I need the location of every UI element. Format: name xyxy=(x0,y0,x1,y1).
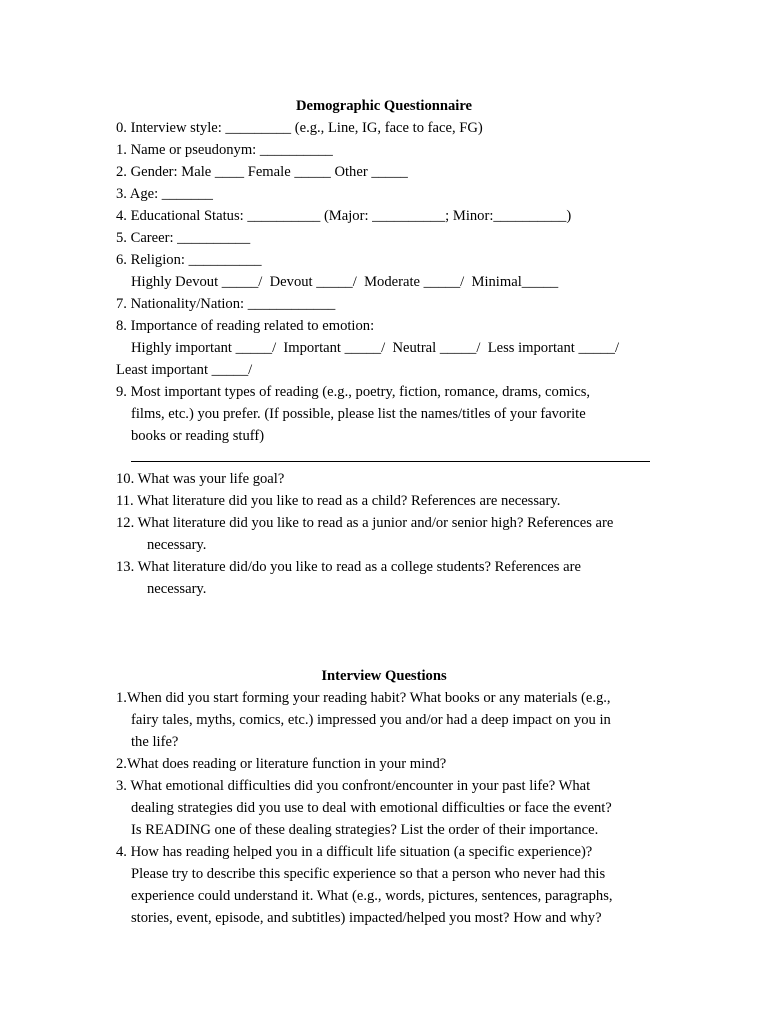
interview-question-1: 1.When did you start forming your reading habit? What books or any materials (e.g., xyxy=(116,690,611,706)
question-college-literature-line-2: necessary. xyxy=(147,581,207,597)
question-name: 1. Name or pseudonym: __________ xyxy=(116,142,333,158)
question-high-school-literature: 12. What literature did you like to read as a junior and/or senior high? References are xyxy=(116,515,614,531)
question-nationality: 7. Nationality/Nation: ____________ xyxy=(116,296,336,312)
question-religion: 6. Religion: __________ xyxy=(116,252,262,268)
question-life-goal: 10. What was your life goal? xyxy=(116,471,285,487)
importance-options-continued: Least important _____/ xyxy=(116,362,253,378)
interview-question-4-line-2: Please try to describe this specific experience so that a person who never had this xyxy=(131,866,606,882)
question-childhood-literature: 11. What literature did you like to read as a child? References are necessary. xyxy=(116,493,561,509)
question-career: 5. Career: __________ xyxy=(116,230,251,246)
interview-question-3-line-3: Is READING one of these dealing strategies? List the order of their importance. xyxy=(131,822,599,838)
interview-question-4: 4. How has reading helped you in a difficult life situation (a specific experience)? xyxy=(116,844,593,860)
question-high-school-literature-line-2: necessary. xyxy=(147,537,207,553)
religion-options: Highly Devout _____/ Devout _____/ Moderate _____/ Minimal_____ xyxy=(131,274,559,290)
question-reading-types-line-2: films, etc.) you prefer. (If possible, please list the names/titles of your favorite xyxy=(131,406,586,422)
importance-options: Highly important _____/ Important _____/ Neutral _____/ Less important _____/ xyxy=(131,340,620,356)
question-educational-status: 4. Educational Status: __________ (Major: __________; Minor:__________) xyxy=(116,208,572,224)
question-age: 3. Age: _______ xyxy=(116,186,213,202)
interview-question-3: 3. What emotional difficulties did you confront/encounter in your past life? What xyxy=(116,778,591,794)
interview-question-4-line-4: stories, event, episode, and subtitles) impacted/helped you most? How and why? xyxy=(131,910,602,926)
questionnaire-title: Demographic Questionnaire xyxy=(295,98,473,114)
interview-question-1-line-3: the life? xyxy=(131,734,179,750)
question-reading-importance: 8. Importance of reading related to emotion: xyxy=(116,318,375,334)
interview-question-1-line-2: fairy tales, myths, comics, etc.) impressed you and/or had a deep impact on you in xyxy=(131,712,611,728)
interview-title: Interview Questions xyxy=(321,668,447,684)
interview-question-3-line-2: dealing strategies did you use to deal with emotional difficulties or face the event? xyxy=(131,800,612,816)
question-reading-types-line-3: books or reading stuff) xyxy=(131,428,265,444)
question-gender: 2. Gender: Male ____ Female _____ Other _____ xyxy=(116,164,408,180)
interview-question-2: 2.What does reading or literature function in your mind? xyxy=(116,756,447,772)
question-interview-style: 0. Interview style: _________ (e.g., Line, IG, face to face, FG) xyxy=(116,120,483,136)
question-college-literature: 13. What literature did/do you like to read as a college students? References are xyxy=(116,559,581,575)
answer-line xyxy=(131,461,650,462)
question-reading-types: 9. Most important types of reading (e.g., poetry, fiction, romance, drams, comics, xyxy=(116,384,591,400)
interview-question-4-line-3: experience could understand it. What (e.g., words, pictures, sentences, paragraphs, xyxy=(131,888,613,904)
